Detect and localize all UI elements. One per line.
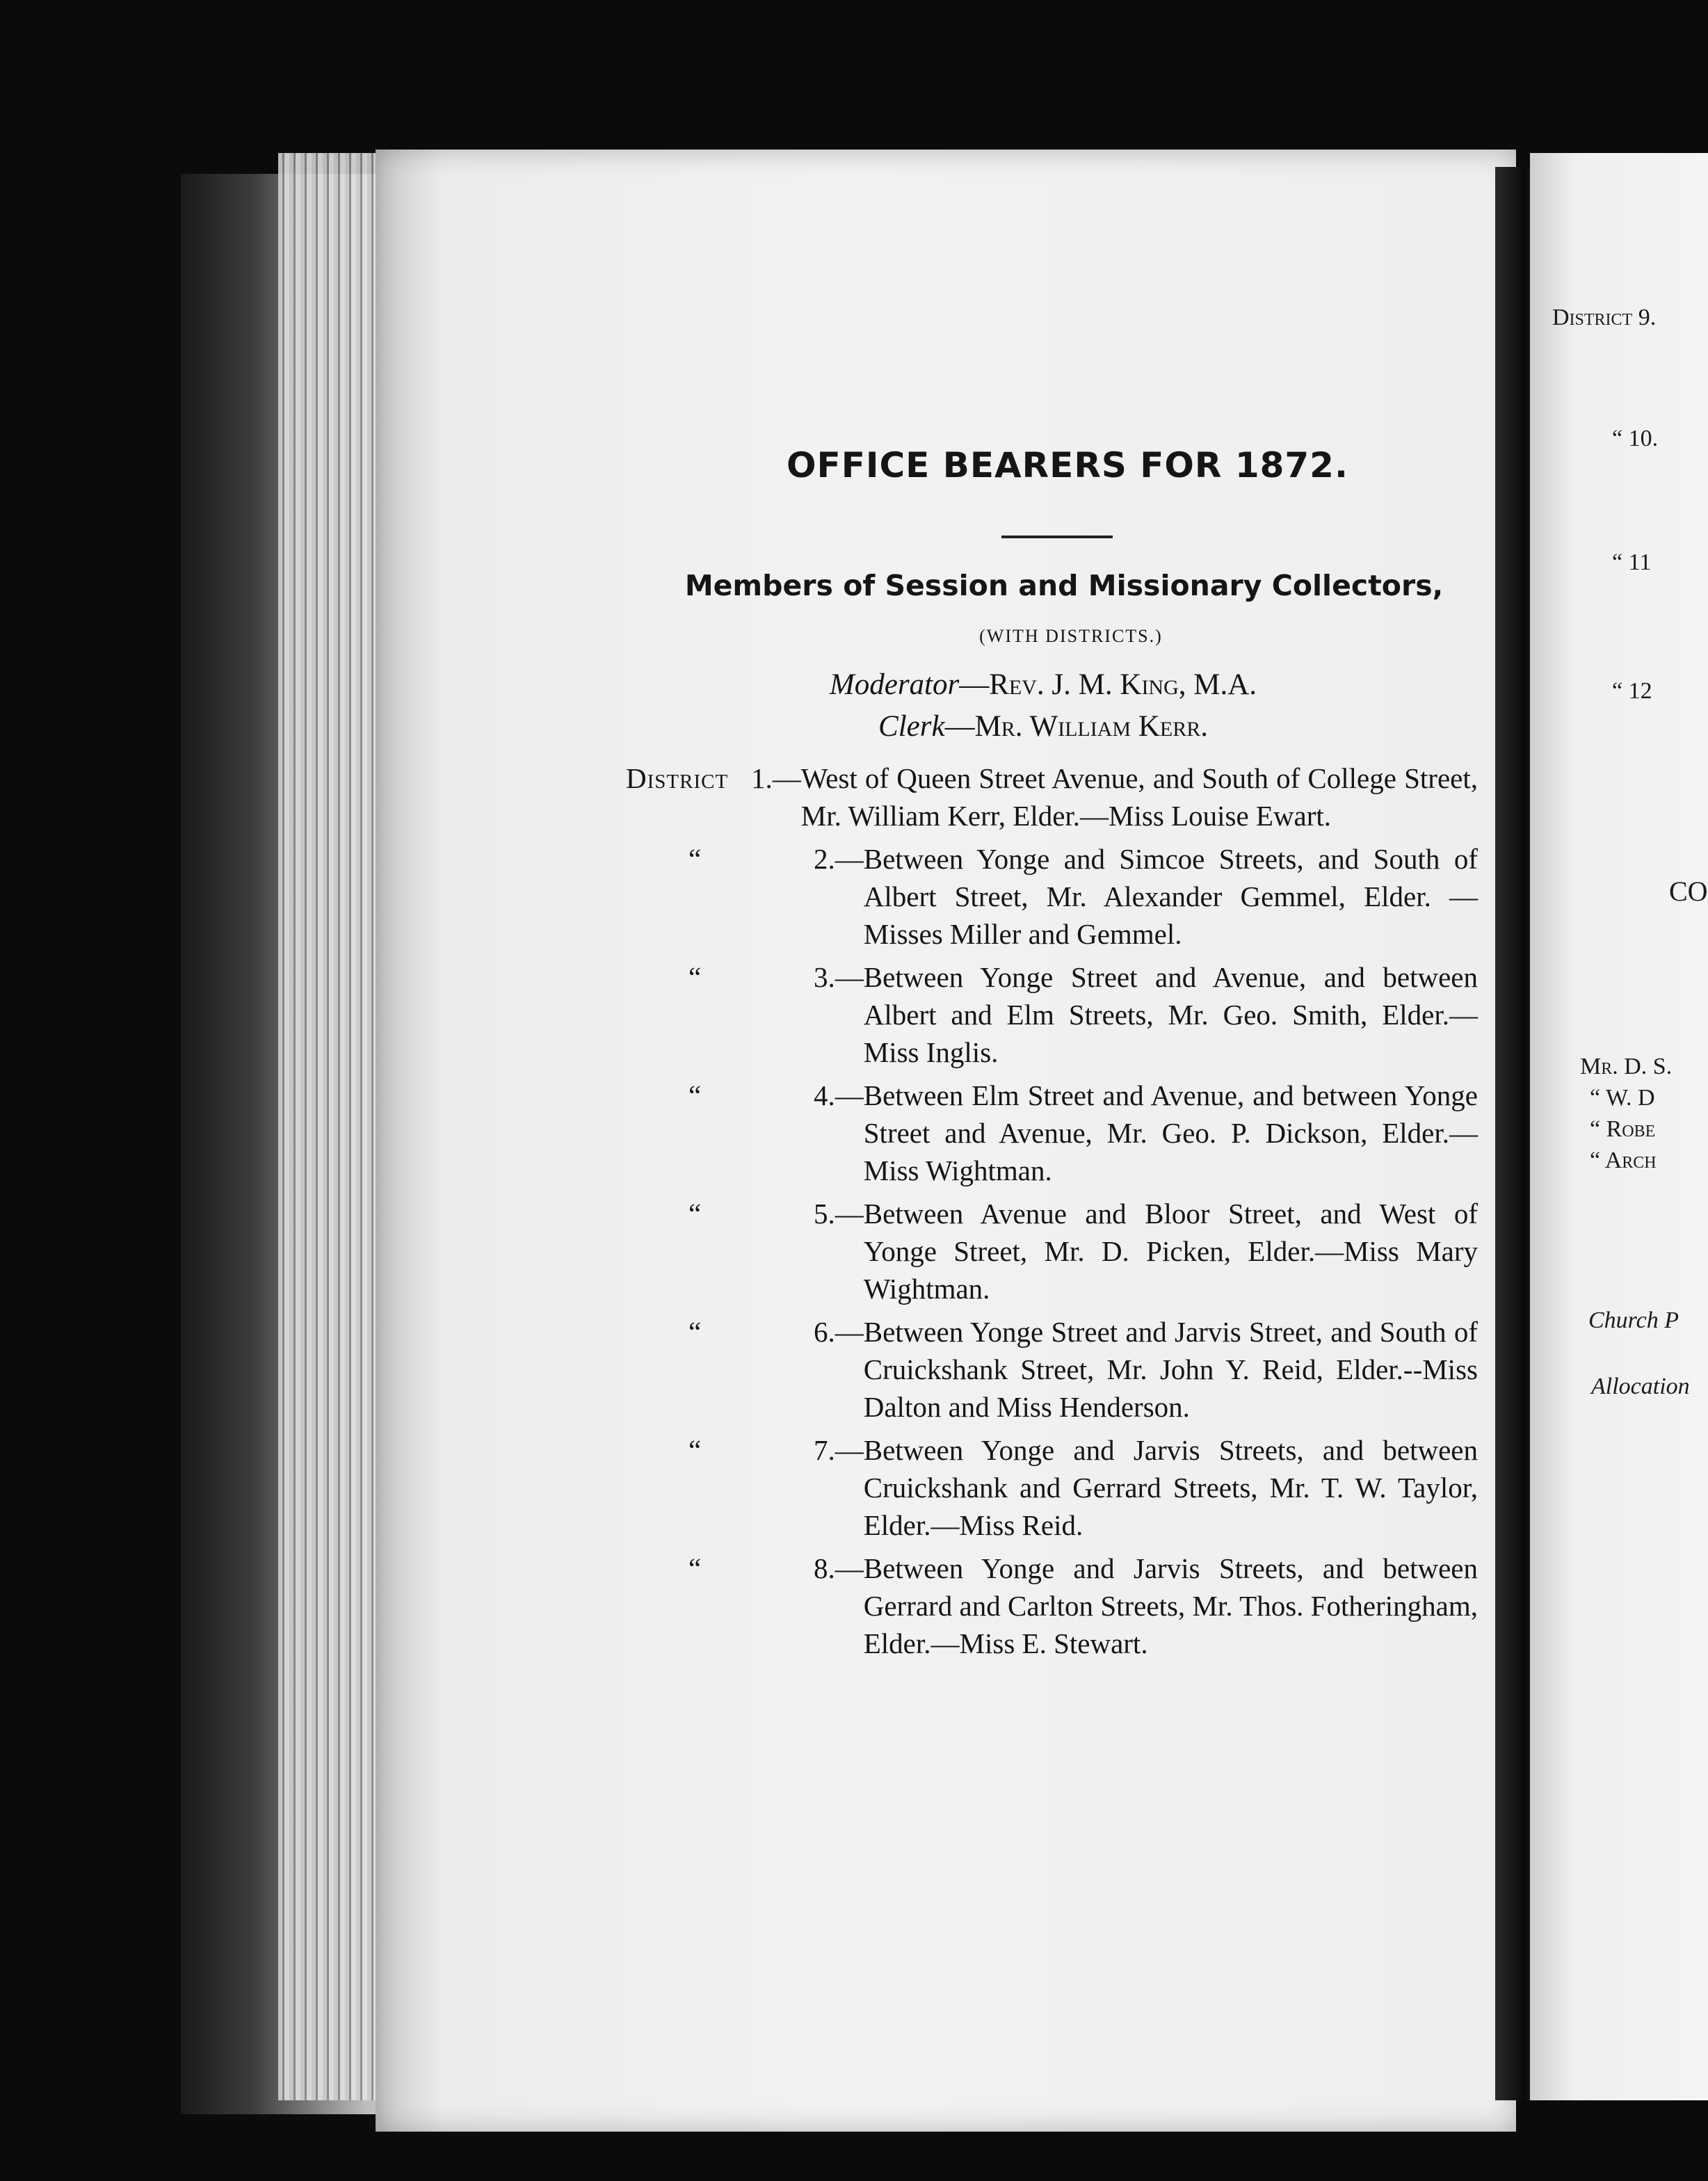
district-number: 4.—	[814, 1079, 864, 1111]
district-number: 3.—	[814, 961, 864, 993]
district-description: Between Elm Street and Avenue, and between Yonge Street and Avenue, Mr. Geo. P. Dickson, Elder.—Miss Wightman.	[863, 1079, 1478, 1186]
district-number: 6.—	[814, 1316, 864, 1348]
district-list	[626, 751, 1478, 1662]
district-description: Between Avenue and Bloor Street, and West of Yonge Street, Mr. D. Picken, Elder.—Miss Mary Wightman.	[863, 1198, 1478, 1305]
page-title: OFFICE BEARERS FOR 1872.	[787, 445, 1348, 485]
clerk-line	[626, 709, 1460, 743]
clerk-role: Clerk	[878, 710, 945, 743]
district-description: Between Yonge Street and Avenue, and between Albert and Elm Streets, Mr. Geo. Smith, Elder.—Miss Inglis.	[863, 961, 1478, 1068]
section-subtitle: Members of Session and Missionary Collectors,	[684, 569, 1444, 602]
district-number: 8.—	[814, 1552, 864, 1584]
ditto-mark: “	[688, 1079, 702, 1111]
right-name-line: “ Arch	[1590, 1148, 1657, 1173]
right-name-line: Mr. D. S.	[1580, 1054, 1673, 1079]
district-entry	[626, 840, 1478, 953]
district-entry	[626, 1431, 1478, 1544]
district-prefix: District	[626, 762, 729, 794]
ditto-mark: “	[688, 1552, 702, 1584]
right-allocation-fragment: Allocation	[1591, 1374, 1690, 1399]
district-description: Between Yonge and Jarvis Streets, and between Gerrard and Carlton Streets, Mr. Thos. Fotheringham, Elder.—Miss E. Stewart.	[863, 1552, 1478, 1659]
right-church-fragment: Church P	[1588, 1307, 1679, 1333]
moderator-role: Moderator	[829, 668, 960, 701]
right-ditto-line: “ 11	[1612, 549, 1652, 575]
subtitle-note: (WITH DISTRICTS.)	[979, 626, 1163, 646]
moderator-line	[626, 668, 1460, 702]
right-heading-fragment: CO	[1669, 876, 1708, 907]
district-entry	[626, 1313, 1478, 1426]
right-ditto-line: “ 10.	[1612, 426, 1659, 451]
district-number: 2.—	[814, 843, 864, 875]
right-name-line: “ Robe	[1590, 1116, 1656, 1142]
ditto-mark: “	[688, 961, 702, 993]
clerk-name: —Mr. William Kerr.	[944, 710, 1208, 743]
district-entry	[626, 759, 1478, 835]
title-rule	[1001, 536, 1113, 538]
district-description: Between Yonge Street and Jarvis Street, and South of Cruickshank Street, Mr. John Y. Reid, Elder.--Miss Dalton and Miss Henderson.	[863, 1316, 1478, 1423]
district-number: 1.—	[751, 762, 801, 794]
district-description: Between Yonge and Jarvis Streets, and between Cruickshank and Gerrard Streets, Mr. T. W. Taylor, Elder.—Miss Reid.	[863, 1434, 1478, 1541]
district-entry	[626, 1195, 1478, 1307]
ditto-mark: “	[688, 1198, 702, 1230]
right-district-header: District 9.	[1552, 305, 1657, 330]
right-ditto-line: “ 12	[1612, 678, 1652, 704]
district-description: Between Yonge and Simcoe Streets, and South of Albert Street, Mr. Alexander Gemmel, Elder. —Misses Miller and Gemmel.	[863, 843, 1478, 950]
moderator-name: —Rev. J. M. King, M.A.	[959, 668, 1257, 701]
ditto-mark: “	[688, 1434, 702, 1466]
district-number: 7.—	[814, 1434, 864, 1466]
district-entry	[626, 958, 1478, 1071]
district-entry	[626, 1550, 1478, 1662]
district-description: West of Queen Street Avenue, and South of College Street, Mr. William Kerr, Elder.—Miss Louise Ewart.	[800, 762, 1478, 832]
ditto-mark: “	[688, 843, 702, 875]
district-entry	[626, 1077, 1478, 1189]
right-name-line: “ W. D	[1590, 1085, 1655, 1111]
district-number: 5.—	[814, 1198, 864, 1230]
ditto-mark: “	[688, 1316, 702, 1348]
